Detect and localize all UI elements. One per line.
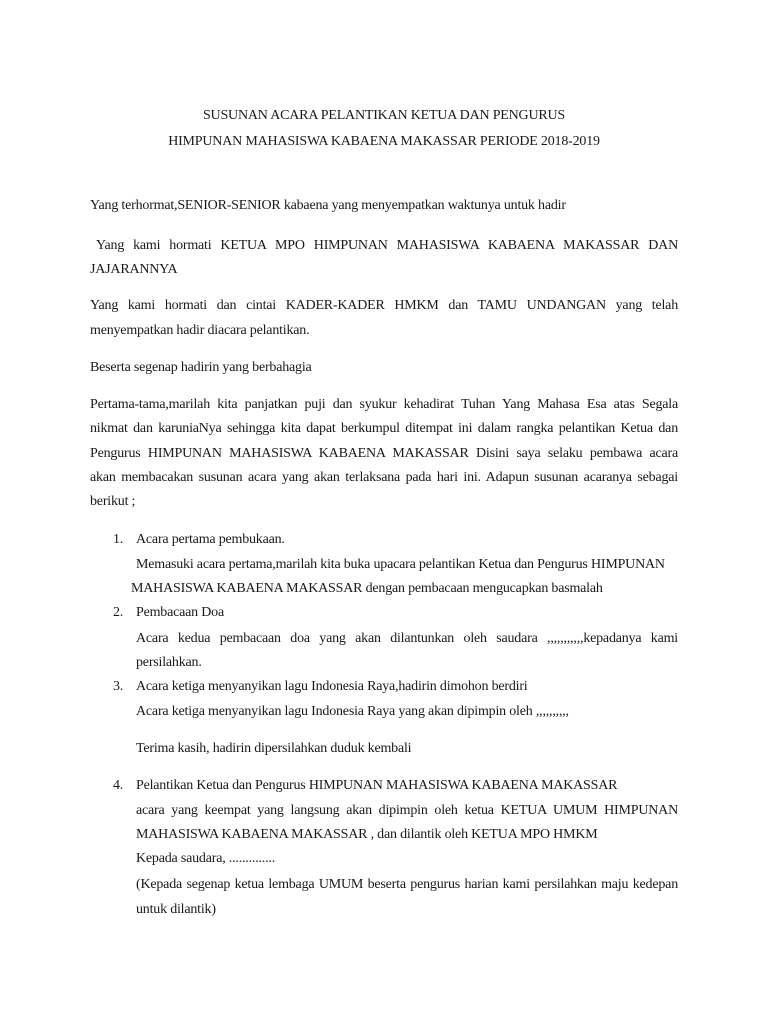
document-title-line2: HIMPUNAN MAHASISWA KABAENA MAKASSAR PERIODE 2018-2019 (168, 134, 600, 149)
list-number-2: 2. (113, 605, 124, 620)
opening-line4: akan membacakan susunan acara yang akan terlaksana pada hari ini. Adapun susunan acaranya sebagai (90, 470, 678, 485)
item4-title: Pelantikan Ketua dan Pengurus HIMPUNAN MAHASISWA KABAENA MAKASSAR (136, 778, 618, 793)
greeting-hadirin: Beserta segenap hadirin yang berbahagia (90, 360, 312, 375)
opening-line3: Pengurus HIMPUNAN MAHASISWA KABAENA MAKASSAR Disini saya selaku pembawa acara (90, 446, 678, 461)
list-number-1: 1. (113, 532, 124, 547)
item3-title: Acara ketiga menyanyikan lagu Indonesia Raya,hadirin dimohon berdiri (136, 679, 528, 694)
item2-line2: persilahkan. (136, 655, 202, 670)
item1-title: Acara pertama pembukaan. (136, 532, 285, 547)
item3-line1: Acara ketiga menyanyikan lagu Indonesia Raya yang akan dipimpin oleh ,,,,,,,,,, (136, 704, 569, 719)
opening-line5: berikut ; (90, 494, 136, 509)
opening-line1: Pertama-tama,marilah kita panjatkan puji dan syukur kehadirat Tuhan Yang Mahasa Esa atas Segala (90, 397, 678, 412)
document-title-line1: SUSUNAN ACARA PELANTIKAN KETUA DAN PENGURUS (202, 108, 566, 123)
greeting-kader-line1: Yang kami hormati dan cintai KADER-KADER HMKM dan TAMU UNDANGAN yang telah (90, 298, 678, 313)
item4-line4: (Kepada segenap ketua lembaga UMUM beserta pengurus harian kami persilahkan maju kedepan (136, 877, 678, 892)
greeting-mpo-line2: JAJARANNYA (90, 262, 178, 277)
item4-line3: Kepada saudara, .............. (136, 851, 276, 866)
greeting-mpo-line1: Yang kami hormati KETUA MPO HIMPUNAN MAHASISWA KABAENA MAKASSAR DAN (96, 238, 678, 253)
greeting-kader-line2: menyempatkan hadir diacara pelantikan. (90, 323, 310, 338)
item4-line2: MAHASISWA KABAENA MAKASSAR , dan dilantik oleh KETUA MPO HMKM (136, 827, 598, 842)
item2-line1: Acara kedua pembacaan doa yang akan dilantunkan oleh saudara ,,,,,,,,,,,kepadanya kami (136, 631, 678, 646)
item2-title: Pembacaan Doa (136, 605, 224, 620)
item4-line5: untuk dilantik) (136, 902, 216, 917)
item3-line2: Terima kasih, hadirin dipersilahkan duduk kembali (136, 741, 412, 756)
item4-line1: acara yang keempat yang langsung akan dipimpin oleh ketua KETUA UMUM HIMPUNAN (136, 803, 678, 818)
item1-line1: Memasuki acara pertama,marilah kita buka upacara pelantikan Ketua dan Pengurus HIMPUNAN (136, 557, 665, 572)
greeting-seniors: Yang terhormat,SENIOR-SENIOR kabaena yang menyempatkan waktunya untuk hadir (90, 198, 566, 213)
item1-line2: MAHASISWA KABAENA MAKASSAR dengan pembacaan mengucapkan basmalah (131, 581, 603, 596)
list-number-4: 4. (113, 778, 124, 793)
opening-line2: nikmat dan karuniaNya sehingga kita dapat berkumpul ditempat ini dalam rangka pelantikan Ketua dan (90, 421, 678, 436)
list-number-3: 3. (113, 679, 124, 694)
